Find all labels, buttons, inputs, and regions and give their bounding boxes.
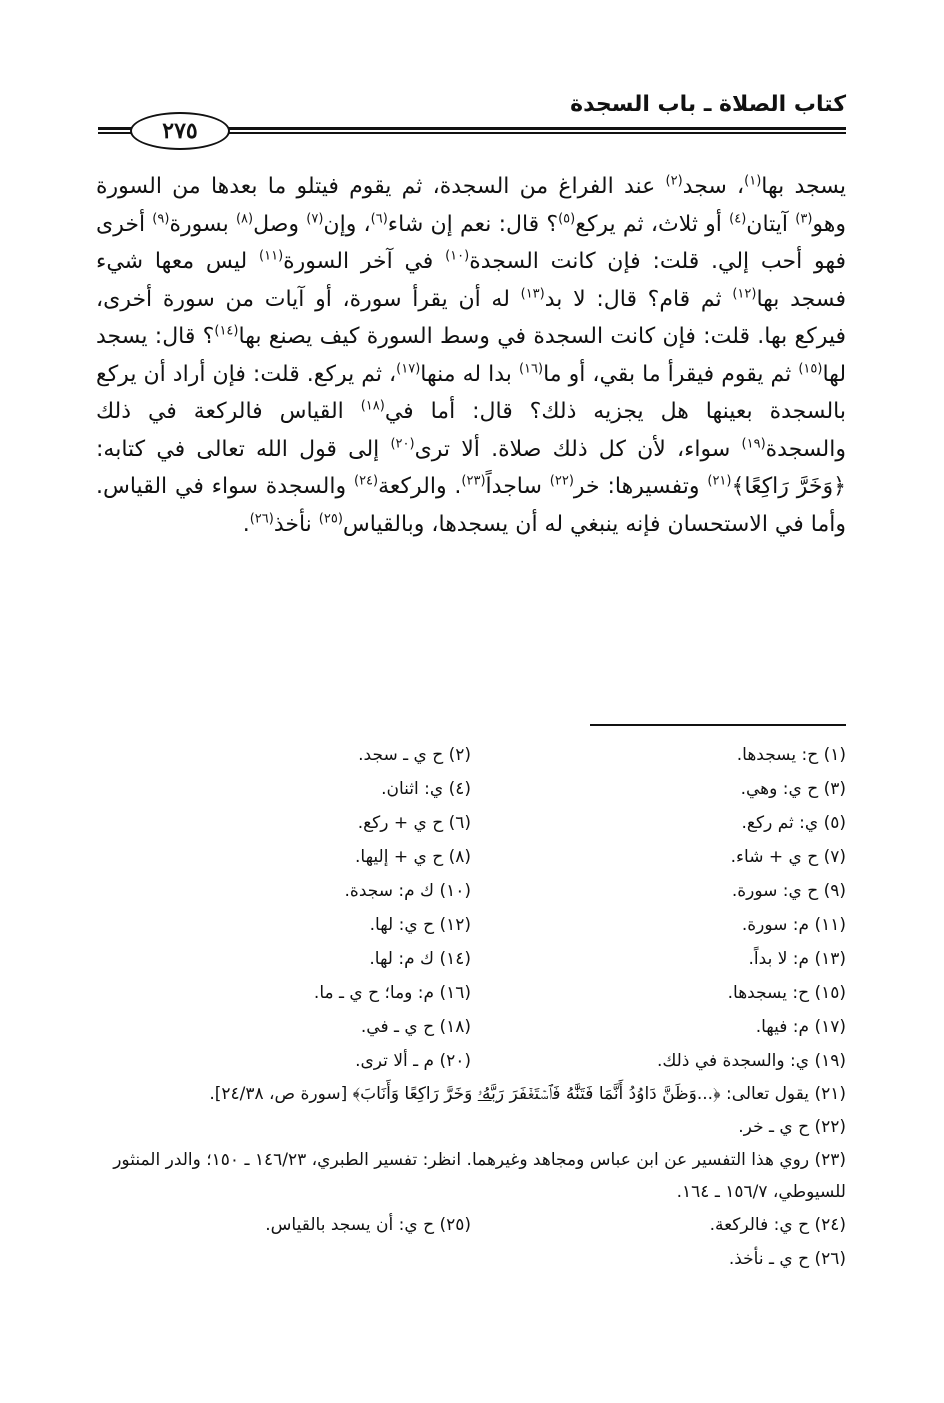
- footnote: (٣) ح ي: وهي.: [740, 779, 846, 799]
- page-number: ٢٧٥: [130, 112, 230, 150]
- footnote-row: [96, 942, 846, 976]
- footnote-ref[interactable]: (١٢): [732, 286, 757, 302]
- footnote: (١٨) ح ي ـ في.: [360, 1017, 471, 1037]
- footnote-ref[interactable]: (٢٢): [549, 473, 574, 489]
- footnote-23: (٢٣) روي هذا التفسير عن ابن عباس ومجاهد وغيرهما. انظر: تفسير الطبري، ١٤٦/٢٣ ـ ١٥٠؛ والدر المنثور للسيوطي، ١٥٦/٧ ـ ١٦٤.: [113, 1150, 846, 1202]
- footnote-text: وَخَرَّ رَاكِعًا وَأَنَابَ﴾ [سورة ص، ٢٤/٣٨].: [209, 1084, 478, 1104]
- footnote-ref[interactable]: (٢٥): [318, 511, 343, 527]
- footnote: (١٧) م: فيها.: [755, 1017, 846, 1037]
- footnote-21: [96, 1078, 846, 1110]
- footnote: (٢٥) ح ي: أن يسجد بالقياس.: [265, 1215, 471, 1235]
- text-run: يسجد بها: [761, 174, 846, 199]
- footnote-ref[interactable]: (٤): [729, 211, 747, 227]
- text-run: سواء، لأن كل ذلك صلاة. ألا ترى: [414, 436, 742, 462]
- footnote: (١٥) ح: يسجدها.: [727, 983, 846, 1003]
- footnote-ref[interactable]: (١٧): [396, 361, 421, 377]
- text-run: ؟ قال: نعم إن شاء: [387, 211, 559, 237]
- text-run: أو ثلاث، ثم يركع: [575, 211, 730, 237]
- footnote-row: [96, 1044, 846, 1078]
- footnote-row: [96, 976, 846, 1010]
- text-run: ثم يقوم فيقرأ ما بقي، أو ما: [543, 361, 799, 387]
- footnote-ref[interactable]: (١٩): [741, 436, 766, 452]
- footnotes: [96, 738, 846, 1276]
- footnote-22: (٢٢) ح ي ـ خر.: [738, 1117, 846, 1137]
- footnote-ref[interactable]: (١١): [259, 248, 284, 264]
- text-run: ليس معها شيء فسجد بها: [96, 249, 847, 312]
- footnote: (١٤) ك م: لها.: [369, 949, 471, 969]
- text-run: في آخر السورة: [283, 249, 446, 274]
- footnote-ref[interactable]: (١٠): [445, 248, 470, 264]
- footnote: (١٩) ي: والسجدة في ذلك.: [656, 1051, 846, 1071]
- footnote-separator: [590, 724, 846, 726]
- text-run: وتفسيرها: خر: [573, 474, 708, 499]
- text-run: نأخذ: [273, 511, 319, 537]
- footnote-text: (٢١) يقول تعالى: ﴿...وَظَنَّ دَاوُدُ أَنَّمَا فَتَنَّٰهُ فَٱسۡتَغۡفَرَ: [504, 1084, 846, 1104]
- footnote-ref[interactable]: (٣): [795, 211, 813, 227]
- footnote-ref[interactable]: (١٥): [798, 361, 823, 377]
- footnote-ref[interactable]: (٦): [370, 211, 388, 227]
- footnote: (١) ح: يسجدها.: [736, 745, 846, 765]
- footnote-ref[interactable]: (٢٤): [353, 473, 379, 489]
- footnote-ref[interactable]: (١٦): [518, 361, 544, 377]
- footnote-row: [96, 772, 846, 806]
- footnote-row: [96, 1208, 846, 1242]
- text-run: ، وإن: [323, 211, 371, 237]
- footnote-ref[interactable]: (١): [744, 173, 762, 189]
- footnote-ref[interactable]: (٢١): [707, 473, 732, 489]
- text-run: ساجداً: [485, 474, 550, 499]
- footnote: (٦) ح ي + ركع.: [357, 813, 471, 833]
- footnote-26: (٢٦) ح ي ـ نأخذ.: [728, 1249, 846, 1269]
- footnote: (١٦) م: وما؛ ح ي ـ ما.: [313, 983, 471, 1003]
- text-run: وصل: [253, 211, 307, 237]
- footnote: (٨) ح ي + إليها.: [354, 847, 471, 867]
- main-text: [96, 168, 846, 543]
- footnote-row: [96, 874, 846, 908]
- text-run: له أن يقرأ سورة، أو آيات من سورة أخرى، فيركع بها. قلت: فإن كانت السجدة في وسط السورة كيف يصنع بها: [96, 286, 846, 349]
- footnote: (٢٤) ح ي: فالركعة.: [709, 1215, 846, 1235]
- footnote-ref[interactable]: (١٤): [214, 323, 239, 339]
- running-header: كتاب الصلاة ـ باب السجدة: [570, 92, 846, 117]
- footnote: (١٠) ك م: سجدة.: [344, 881, 471, 901]
- footnote: (٩) ح ي: سورة.: [731, 881, 846, 901]
- text-run: آيتان: [746, 211, 796, 237]
- footnote-ref[interactable]: (٢): [665, 173, 683, 189]
- footnote: (٤) ي: اثنان.: [381, 779, 471, 799]
- footnote-ref[interactable]: (١٣): [520, 286, 545, 302]
- footnote-ref[interactable]: (٧): [306, 211, 324, 227]
- footnote-ref[interactable]: (٥): [558, 211, 576, 227]
- footnote: (٢٠) م ـ ألا ترى.: [355, 1051, 471, 1071]
- footnote-row: [96, 738, 846, 772]
- footnote-row: [96, 806, 846, 840]
- text-run: بدا له منها: [420, 361, 519, 387]
- footnote-ref[interactable]: (٢٠): [390, 436, 415, 452]
- quran-quote: ﴿وَخَرَّ رَاكِعًا﴾: [731, 474, 847, 499]
- text-run: ثم قام؟ قال: لا بد: [544, 286, 733, 312]
- footnote: (١٣) م: لا بداً.: [748, 949, 846, 969]
- footnote-ref[interactable]: (١٨): [360, 398, 385, 414]
- footnote-row: [96, 1010, 846, 1044]
- footnote: (١٢) ح ي: لها.: [369, 915, 471, 935]
- footnote-ref[interactable]: (٨): [235, 211, 254, 227]
- footnote-ref[interactable]: (٢٦): [249, 511, 274, 527]
- footnote: (٢) ح ي ـ سجد.: [358, 745, 471, 765]
- text-run: والسجدة سواء في القياس. وأما في الاستحسان فإنه ينبغي له أن يسجدها، وبالقياس: [96, 474, 846, 537]
- text-run: ، ثم يركع. قلت: فإن أراد أن يركع بالسجدة بعينها هل يجزيه ذلك؟ قال: أما في: [96, 361, 847, 424]
- footnote-ref[interactable]: (٩): [152, 211, 170, 227]
- footnote-row: [96, 840, 846, 874]
- footnote: (٥) ي: ثم ركع.: [741, 813, 846, 833]
- footnote: (١١) م: سورة.: [741, 915, 846, 935]
- footnote-ref[interactable]: (٢٣): [461, 473, 486, 489]
- text-run: إلى قول الله تعالى في كتابه:: [96, 436, 391, 462]
- text-run: بسورة: [169, 211, 236, 237]
- footnote: (٧) ح ي + شاء.: [730, 847, 846, 867]
- footnote-row: [96, 908, 846, 942]
- text-run: عند الفراغ من السجدة، ثم يقوم فيتلو ما بعدها من السورة وهو: [96, 174, 846, 237]
- text-run: .: [242, 511, 250, 537]
- underlined-word: رَبَّهُۥ: [477, 1084, 505, 1104]
- text-run: أخرى فهو أحب إلي. قلت: فإن كانت السجدة: [96, 211, 846, 274]
- text-run: ، سجد: [682, 174, 745, 199]
- text-run: ؟ قال: يسجد لها: [96, 324, 847, 387]
- text-run: . والركعة: [378, 474, 462, 499]
- text-run: القياس فالركعة في ذلك والسجدة: [96, 399, 846, 462]
